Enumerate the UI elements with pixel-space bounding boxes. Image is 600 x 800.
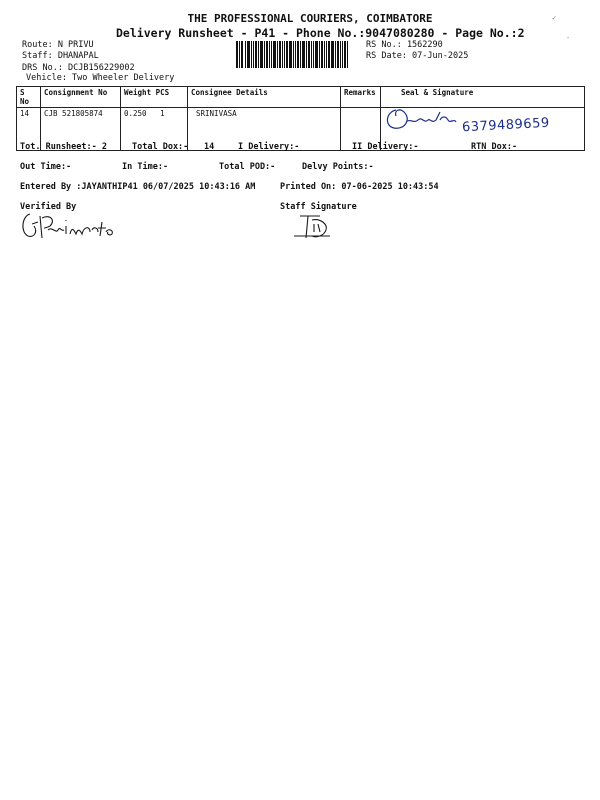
scan-mark: - — [566, 34, 571, 42]
col-header: Seal & Signature — [381, 87, 585, 108]
receiver-signature — [382, 102, 462, 140]
i-delivery: I Delivery:- — [238, 142, 300, 152]
total-dox-label: Total Dox:- — [132, 142, 189, 152]
verifier-signature — [18, 208, 120, 244]
rs-date: RS Date: 07-Jun-2025 — [366, 51, 469, 61]
tot-runsheet: Tot. Runsheet:- 2 — [20, 142, 107, 152]
entered-by: Entered By :JAYANTHIP41 06/07/2025 10:43:16 AM — [20, 182, 256, 192]
rs-number: RS No.: 1562290 — [366, 40, 443, 50]
staff-signature-label: Staff Signature — [280, 202, 357, 212]
col-header: S No — [17, 87, 41, 108]
rtn-dox: RTN Dox:- — [471, 142, 518, 152]
printed-on: Printed On: 07-06-2025 10:43:54 — [280, 182, 439, 192]
cell-weight: 0.250 — [124, 109, 147, 118]
col-header: Consignment No — [41, 87, 121, 108]
cell-s-no: 14 — [17, 108, 41, 151]
scan-mark: ✓ — [552, 14, 557, 22]
company-title: THE PROFESSIONAL COURIERS, COIMBATORE — [187, 12, 433, 25]
out-time: Out Time:- — [20, 162, 72, 172]
total-dox-value: 14 — [204, 142, 215, 152]
staff-label: Staff: DHANAPAL — [22, 51, 99, 61]
verified-by-label: Verified By — [20, 202, 77, 212]
cell-consignee: SRINIVASA — [188, 108, 341, 151]
total-pod: Total POD:- — [219, 162, 276, 172]
cell-pcs: 1 — [160, 109, 165, 118]
cell-consignment-no: CJB 521805874 — [41, 108, 121, 151]
col-header: Remarks — [341, 87, 381, 108]
barcode-image — [236, 41, 348, 68]
runsheet-subtitle: Delivery Runsheet - P41 - Phone No.:9047080280 - Page No.:2 — [116, 26, 525, 40]
vehicle-label: Vehicle: Two Wheeler Delivery — [26, 73, 175, 83]
delvy-points: Delvy Points:- — [302, 162, 374, 172]
col-header: Weight PCS — [121, 87, 188, 108]
in-time: In Time:- — [122, 162, 169, 172]
table-header-row — [17, 87, 585, 108]
staff-signature — [290, 210, 340, 244]
col-header: Consignee Details — [188, 87, 341, 108]
drs-number: DRS No.: DCJB156229002 — [22, 63, 135, 73]
route-label: Route: N PRIVU — [22, 40, 94, 50]
ii-delivery: II Delivery:- — [352, 142, 419, 152]
handwritten-phone: 6379489659 — [461, 115, 551, 136]
